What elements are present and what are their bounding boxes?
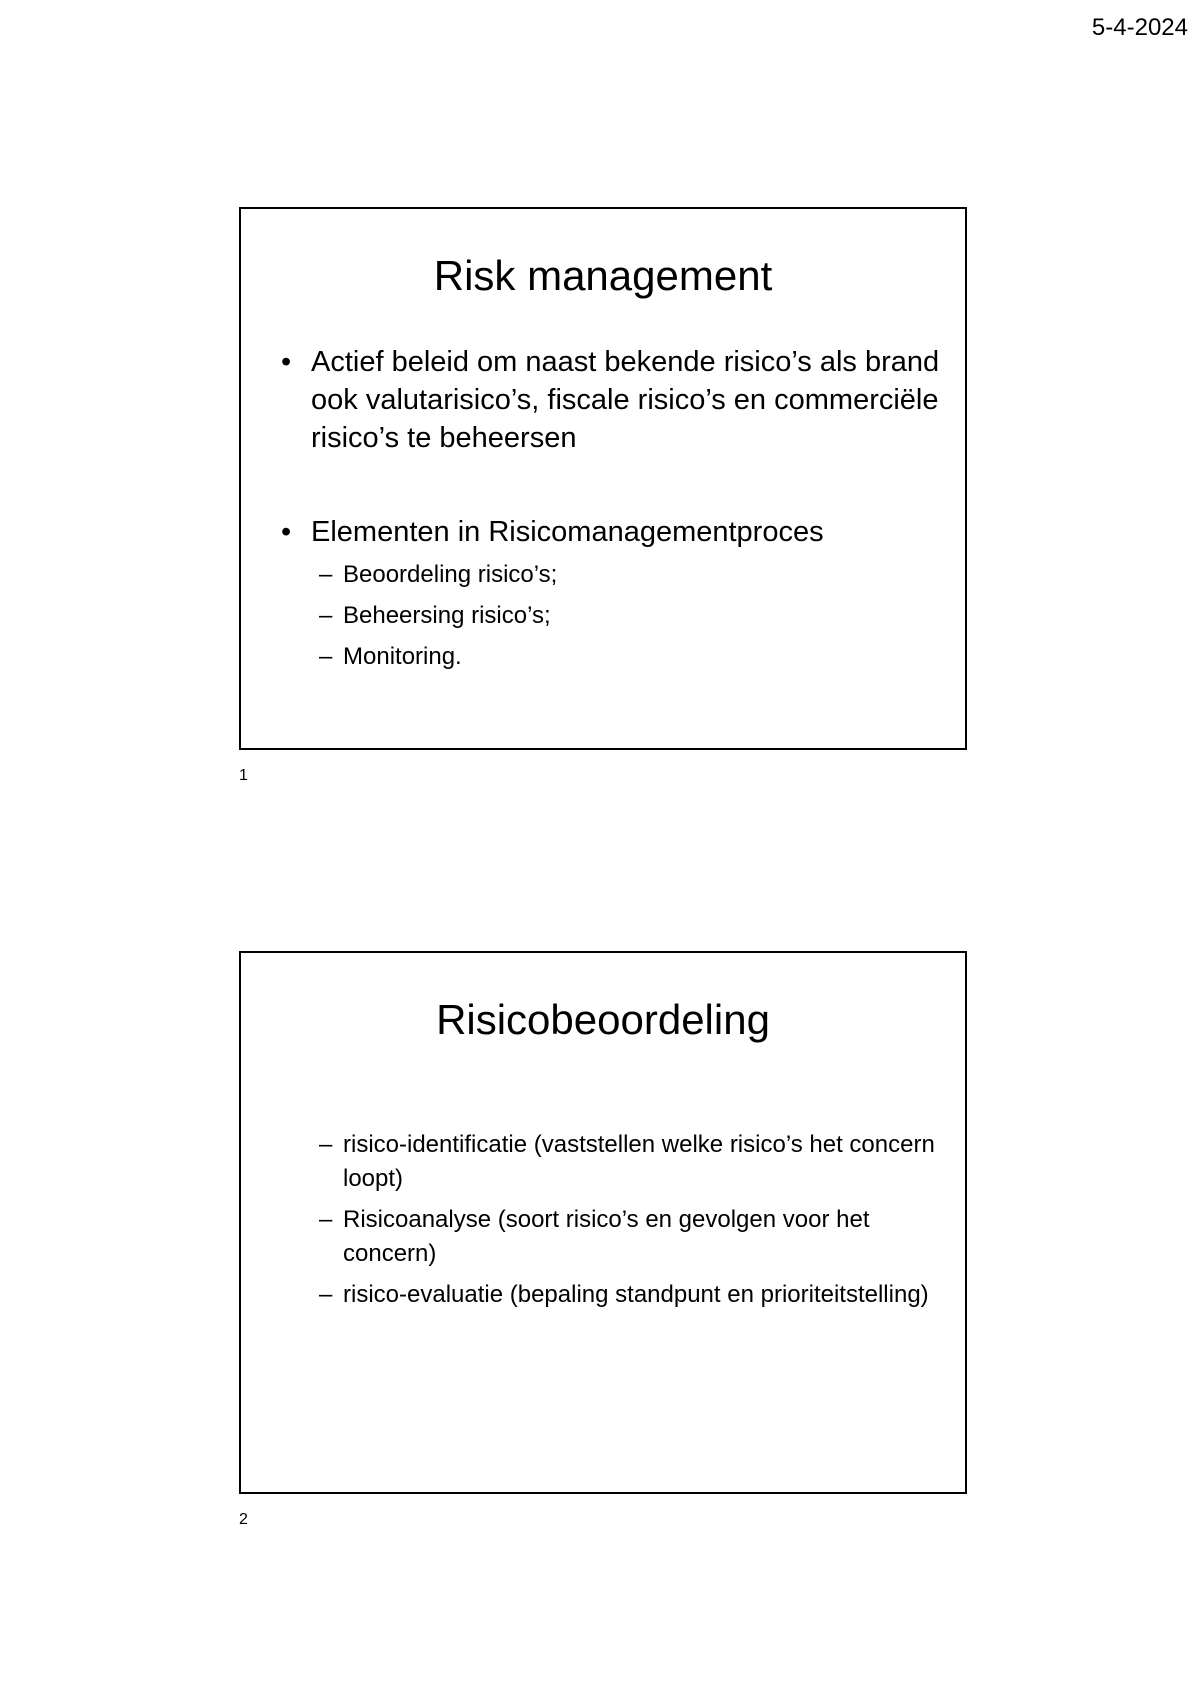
sub-item-text: Beoordeling risico’s; xyxy=(343,561,558,588)
slide-title: Risk management xyxy=(433,252,773,299)
dash-mark: – xyxy=(319,1281,333,1308)
sub-item-text: Beheersing risico’s; xyxy=(343,602,551,629)
bullet-mark: • xyxy=(281,516,292,548)
dash-mark: – xyxy=(319,1131,333,1158)
sub-item xyxy=(319,1128,949,1196)
dash-mark: – xyxy=(319,643,333,670)
bullet-item xyxy=(281,343,941,457)
slide-1 xyxy=(239,207,967,750)
bullet-item xyxy=(281,513,941,551)
sub-item-text: Risicoanalyse (soort risico’s en gevolgen voor het concern) xyxy=(343,1206,870,1267)
bullet-mark: • xyxy=(281,346,292,378)
sub-item xyxy=(319,599,949,633)
dash-mark: – xyxy=(319,561,333,588)
sub-item xyxy=(319,1203,949,1271)
sub-item xyxy=(319,1278,949,1312)
print-date: 5-4-2024 xyxy=(1091,14,1188,41)
sub-item xyxy=(319,558,949,592)
sub-item-text: risico-identificatie (vaststellen welke risico’s het concern loopt) xyxy=(343,1131,935,1192)
bullet-text: Actief beleid om naast bekende risico’s als brand ook valutarisico’s, fiscale risico’s en commerciële risico’s te beheersen xyxy=(311,346,940,454)
dash-mark: – xyxy=(319,602,333,629)
slide-title: Risicobeoordeling xyxy=(436,996,770,1043)
dash-mark: – xyxy=(319,1206,333,1233)
sub-item xyxy=(319,640,949,674)
slide-2 xyxy=(239,951,967,1494)
sub-item-text: risico-evaluatie (bepaling standpunt en prioriteitstelling) xyxy=(343,1281,929,1308)
slide-number: 1 xyxy=(239,767,248,784)
sub-item-text: Monitoring. xyxy=(343,643,462,670)
bullet-text: Elementen in Risicomanagementproces xyxy=(311,516,824,548)
slide-number: 2 xyxy=(239,1511,248,1528)
